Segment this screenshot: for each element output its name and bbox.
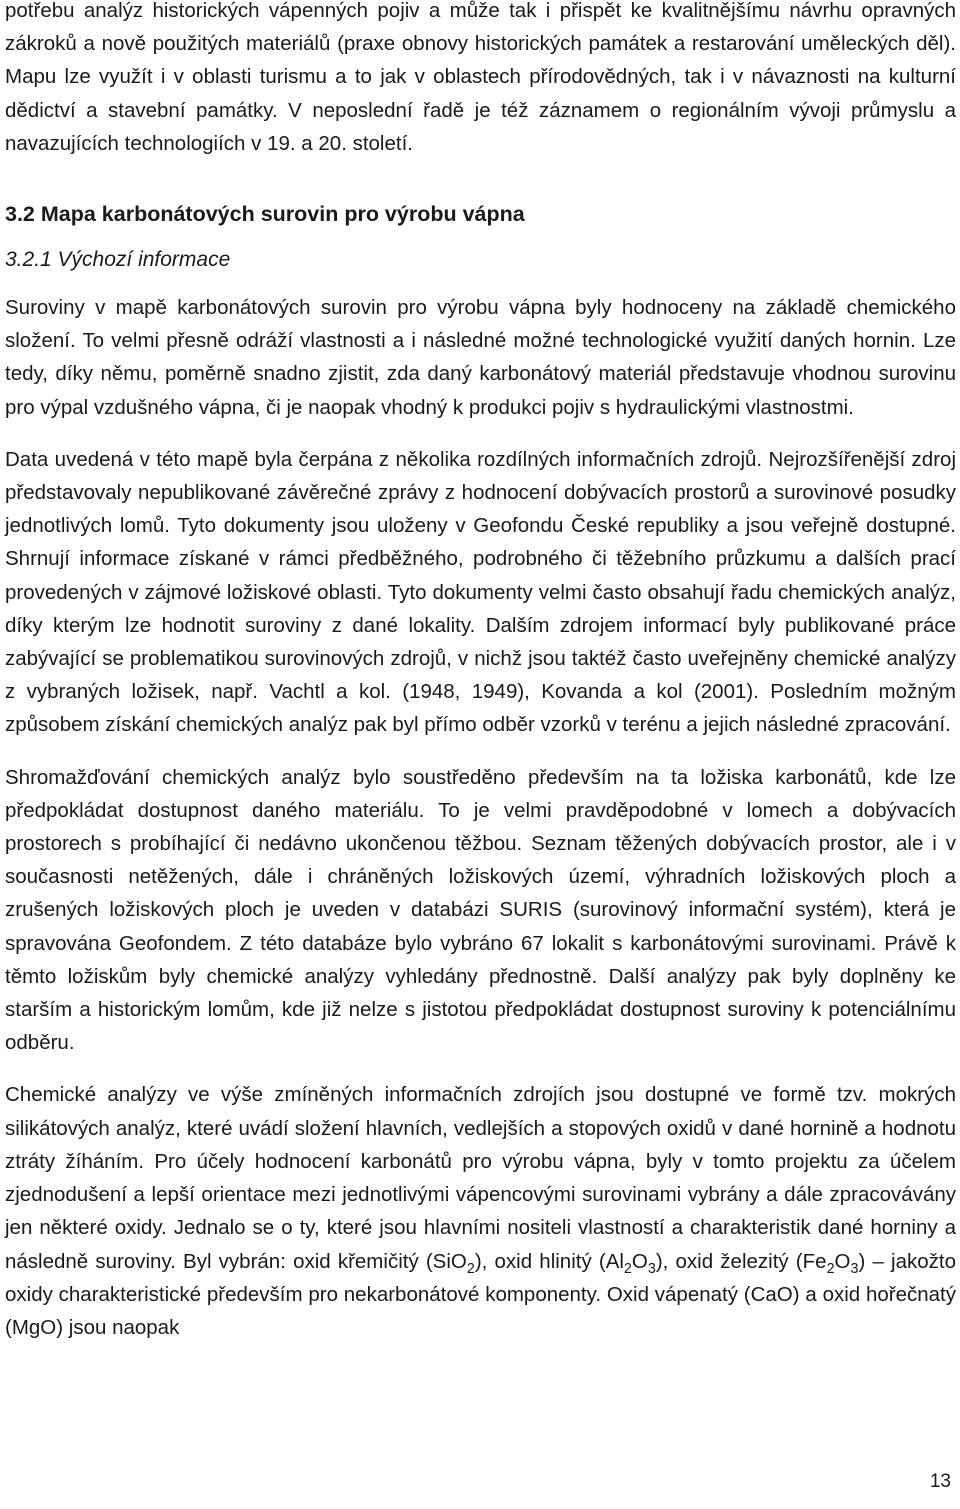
- paragraph-chemical-composition: Suroviny v mapě karbonátových surovin pro výrobu vápna byly hodnoceny na základě chemického složení. To velmi přesně odráží vlastnosti a i následné možné technologické využití daných hornin. Lze tedy, díky němu, poměrně snadno zjistit, zda daný karbonátový materiál představuje vhodnou surovinu pro výpal vzdušného vápna, či je naopak vhodný k produkci pojiv s hydraulickými vlastnostmi.: [5, 296, 956, 419]
- subsection-heading: 3.2.1 Výchozí informace: [5, 248, 231, 272]
- text-run: ), oxid železitý (Fe: [655, 1249, 827, 1273]
- document-page: [5, 0, 956, 1344]
- subscript: 3: [647, 1260, 656, 1277]
- subscript: 2: [623, 1260, 632, 1277]
- text-run: ) – jakožto oxidy charakteristické především pro nekarbonátové komponenty. Oxid vápenatý (CaO) a oxid hořečnatý (MgO) jsou naopak: [5, 1249, 956, 1339]
- subscript: 2: [466, 1260, 475, 1277]
- text-run: ), oxid hlinitý (Al: [474, 1249, 624, 1273]
- subscript: 3: [850, 1260, 859, 1277]
- text-run: Chemické analýzy ve výše zmíněných informačních zdrojích jsou dostupné ve formě tzv. mokrých silikátových analýz, které uvádí složení hlavních, vedlejších a stopových oxidů v dané hornině a hodnotu ztráty žíháním. Pro účely hodnocení karbonátů pro výrobu vápna, byly v tomto projektu za účelem zjednodušení a lepší orientace mezi jednotlivými vápencovými surovinami vybrány a dále zpracovávány jen některé oxidy. Jednalo se o ty, které jsou hlavními nositeli vlastností a charakteristik dané horniny a následně suroviny. Byl vybrán: oxid křemičitý (SiO: [5, 1083, 956, 1273]
- section-heading: 3.2 Mapa karbonátových surovin pro výrobu vápna: [5, 202, 525, 227]
- paragraph-chemical-analyses: [5, 1078, 956, 1344]
- intro-paragraph: potřebu analýz historických vápenných pojiv a může tak i přispět ke kvalitnějšímu návrhu opravných zákroků a nově použitých materiálů (praxe obnovy historických památek a restarování uměleckých děl). Mapu lze využít i v oblasti turismu a to jak v oblastech přírodovědných, tak i v návaznosti na kulturní dědictví a stavební památky. V neposlední řadě je též záznamem o regionálním vývoji průmyslu a navazujících technologiích v 19. a 20. století.: [5, 0, 956, 155]
- subscript: 2: [826, 1260, 835, 1277]
- paragraph-collection: Shromažďování chemických analýz bylo soustředěno především na ta ložiska karbonátů, kde lze předpokládat dostupnost daného materiálu. To je velmi pravděpodobné v lomech a dobývacích prostorech s probíhající či nedávno ukončenou těžbou. Seznam těžených dobývacích prostor, ale i v současnosti netěžených, dále i chráněných ložiskových území, výhradních ložiskových ploch a zrušených ložiskových ploch je uveden v databázi SURIS (surovinový informační systém), která je spravována Geofondem. Z této databáze bylo vybráno 67 lokalit s karbonátovými surovinami. Právě k těmto ložiskům byly chemické analýzy vyhledány přednostně. Další analýzy pak byly doplněny ke starším a historickým lomům, kde již nelze s jistotou předpokládat dostupnost suroviny k potenciálnímu odběru.: [5, 765, 956, 1055]
- text-run: O: [631, 1249, 648, 1273]
- page-number: 13: [929, 1471, 951, 1492]
- paragraph-data-sources: Data uvedená v této mapě byla čerpána z několika rozdílných informačních zdrojů. Nejrozšířenější zdroj představovaly nepublikované závěrečné zprávy z hodnocení dobývacích prostorů a surovinové posudky jednotlivých lomů. Tyto dokumenty jsou uloženy v Geofondu České republiky a jsou veřejně dostupné. Shrnují informace získané v rámci předběžného, podrobného či těžebního průzkumu a dalších prací provedených v zájmové ložiskové oblasti. Tyto dokumenty velmi často obsahují řadu chemických analýz, díky kterým lze hodnotit suroviny z dané lokality. Dalším zdrojem informací byly publikované práce zabývající se problematikou surovinových zdrojů, v nichž jsou taktéž často uveřejněny chemické analýzy z vybraných ložisek, např. Vachtl a kol. (1948, 1949), Kovanda a kol (2001). Posledním možným způsobem získání chemických analýz pak byl přímo odběr vzorků v terénu a jejich následné zpracování.: [5, 447, 956, 737]
- text-run: O: [834, 1249, 851, 1273]
